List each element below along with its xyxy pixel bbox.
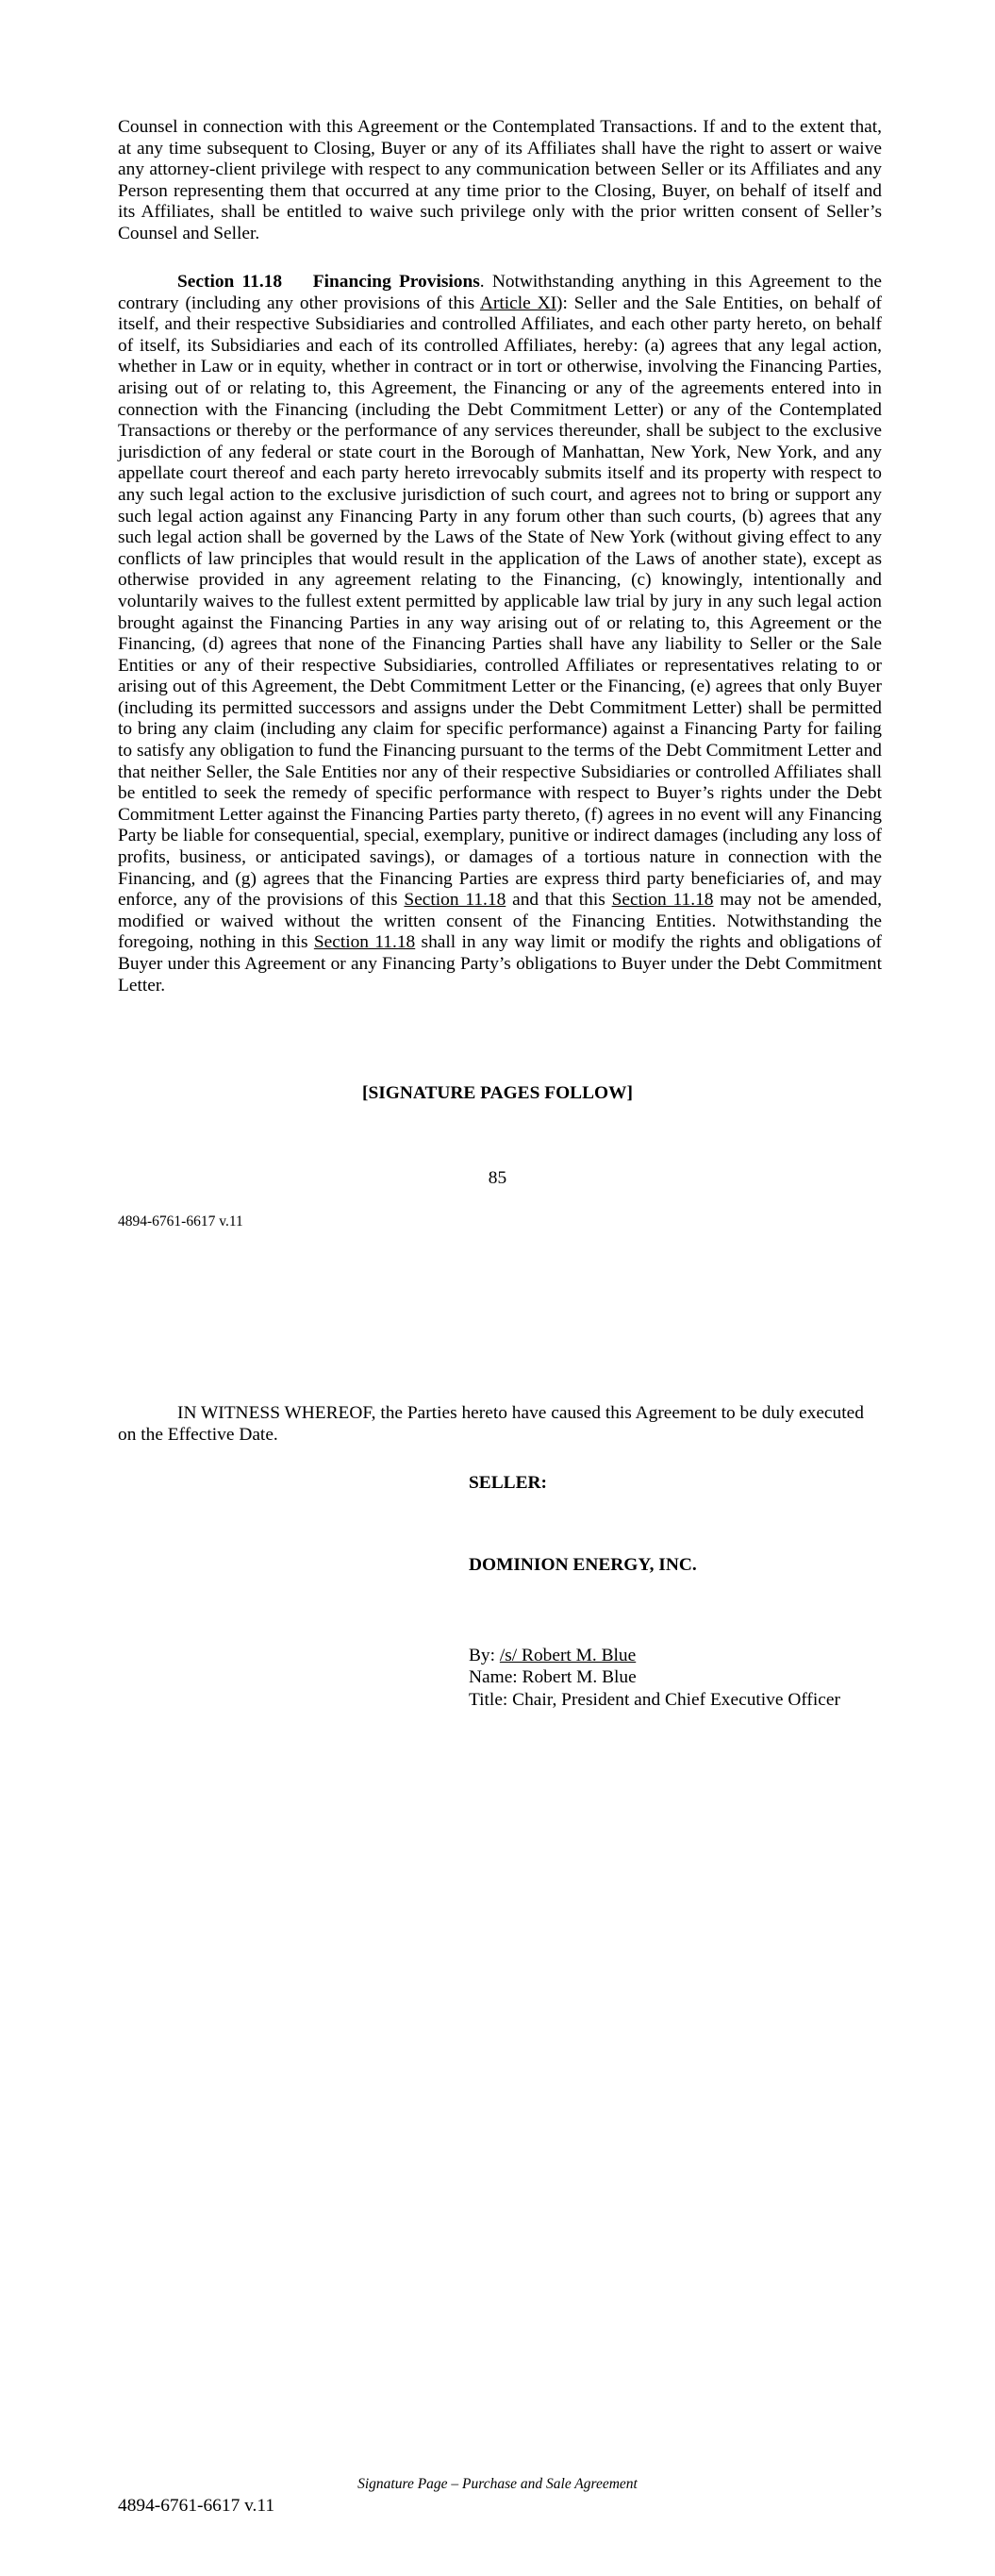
paragraph-section-11-18: [118, 272, 882, 996]
footer-document-id: 4894-6761-6617 v.11: [118, 2496, 275, 2516]
section-reference-link: Section 11.18: [313, 932, 416, 953]
footer-page-title: Signature Page – Purchase and Sale Agreement: [357, 2476, 638, 2492]
paragraph-text-b: ): Seller and the Sale Entities, on behalf of itself, and their respective Subsidiaries and controlled Affiliates, and each other party hereto, on behalf of itself, its Subsidiaries and each of its controlled Affiliates, hereby: (a) agrees that any legal action, whether in Law or in equity, whether in contract or in tort or otherwise, involving the Financing Parties, arising out of or relating to, this Agreement, the Financing or any of the agreements entered into in connection with the Financing (including the Debt Commitment Letter) or any of the Contemplated Transactions or thereby or the performance of any services thereunder, shall be subject to the exclusive jurisdiction of any federal or state court in the Borough of Manhattan, New York, New York, and any appellate court thereof and each party hereto irrevocably submits itself and its property with respect to any such legal action to the exclusive jurisdiction of such court, and agrees not to bring or support any such legal action against any Financing Party in any forum other than such courts, (b) agrees that any such legal action shall be governed by the Laws of the State of New York (without giving effect to any conflicts of law principles that would result in the application of the Laws of another state), except as otherwise provided in any agreement relating to the Financing, (c) knowingly, intentionally and voluntarily waives to the fullest extent permitted by applicable law trial by jury in any such legal action brought against the Financing Parties in any way arising out of or relating to, this Agreement or the Financing, (d) agrees that none of the Financing Parties shall have any liability to Seller or the Sale Entities or any of their respective Subsidiaries, controlled Affiliates or representatives relating to or arising out of this Agreement, the Debt Commitment Letter or the Financing, (e) agrees that only Buyer (including its permitted successors and assigns under the Debt Commitment Letter) shall be permitted to bring any claim (including any claim for specific performance) against a Financing Party for failing to satisfy any obligation to fund the Financing pursuant to the terms of the Debt Commitment Letter and that neither Seller, the Sale Entities nor any of their respective Subsidiaries or controlled Affiliates shall be entitled to seek the remedy of specific performance with respect to Buyer’s rights under the Debt Commitment Letter against the Financing Parties party thereto, (f) agrees in no event will any Financing Party be liable for consequential, special, exemplary, punitive or indirect damages (including any loss of profits, business, or anticipated savings), or damages of a tortious nature in connection with the Financing, and (g) agrees that the Financing Parties are express third party beneficiaries of, and may enforce, any of the provisions of this: [118, 293, 882, 911]
company-name: DOMINION ENERGY, INC.: [469, 1555, 697, 1575]
paragraph-text-a: Notwithstanding anything in this Agreement to the contrary (including any other provisions of this: [118, 272, 882, 313]
paragraph-text-e: shall in any way limit or modify the rights and obligations of Buyer under this Agreement or any Financing Party’s obligations to Buyer under the Debt Commitment Letter.: [118, 932, 882, 995]
page-number: 85: [488, 1168, 507, 1188]
signer-title: Title: Chair, President and Chief Executive Officer: [469, 1689, 840, 1710]
signature-pages-follow: [SIGNATURE PAGES FOLLOW]: [362, 1083, 633, 1103]
section-heading-period: .: [479, 272, 492, 292]
article-reference-link: Article XI: [479, 293, 557, 313]
signer-name: Name: Robert M. Blue: [469, 1667, 637, 1688]
seller-label: SELLER:: [469, 1473, 547, 1493]
witness-statement: IN WITNESS WHEREOF, the Parties hereto have caused this Agreement to be duly executed on the Effective Date.: [118, 1403, 864, 1445]
section-reference-link: Section 11.18: [611, 890, 714, 911]
paragraph-text-d: may not be amended, modified or waived without the written consent of the Financing Entities. Notwithstanding the foregoing, nothing in this: [118, 890, 882, 953]
section-heading: Section 11.18 Financing Provisions: [177, 272, 480, 292]
signature: /s/ Robert M. Blue: [499, 1646, 637, 1665]
paragraph-text-c: and that this: [506, 890, 612, 911]
document-id: 4894-6761-6617 v.11: [118, 1213, 243, 1229]
paragraph-counsel-privilege: Counsel in connection with this Agreement or the Contemplated Transactions. If and to the extent that, at any time subsequent to Closing, Buyer or any of its Affiliates shall have the right to assert or waive any attorney-client privilege with respect to any communication between Seller or its Affiliates and any Person representing them that occurred at any time prior to the Closing, Buyer, on behalf of itself and its Affiliates, shall be entitled to waive such privilege only with the prior written consent of Seller’s Counsel and Seller.: [118, 117, 882, 243]
signature-block: [469, 1645, 840, 1711]
by-label: By:: [469, 1646, 500, 1665]
signature-line: [469, 1645, 840, 1666]
document-page-2: [0, 1255, 995, 2576]
section-reference-link: Section 11.18: [404, 890, 506, 911]
